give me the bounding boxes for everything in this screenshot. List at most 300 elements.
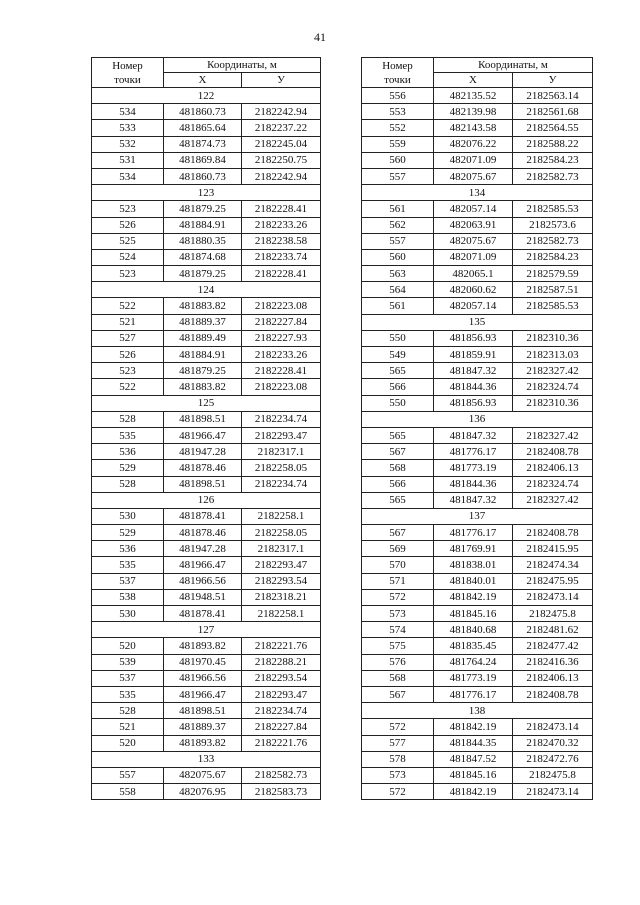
point-number-cell: 575 <box>362 638 434 654</box>
x-coordinate-cell: 481773.19 <box>434 460 513 476</box>
x-coordinate-cell: 481880.35 <box>164 233 242 249</box>
y-coordinate-cell: 2182473.14 <box>513 589 593 605</box>
x-coordinate-cell: 481874.68 <box>164 249 242 265</box>
point-number-cell: 525 <box>92 233 164 249</box>
table-row <box>92 411 321 427</box>
x-coordinate-cell: 481844.36 <box>434 379 513 395</box>
table-row <box>362 525 593 541</box>
point-number-cell: 528 <box>92 411 164 427</box>
table-row <box>362 152 593 168</box>
x-coordinate-cell: 481856.93 <box>434 395 513 411</box>
y-coordinate-cell: 2182481.62 <box>513 622 593 638</box>
y-coordinate-cell: 2182258.1 <box>242 508 321 524</box>
y-coordinate-cell: 2182327.42 <box>513 492 593 508</box>
table-row <box>92 686 321 702</box>
header-y: У <box>242 73 321 88</box>
point-number-cell: 527 <box>92 330 164 346</box>
y-coordinate-cell: 2182406.13 <box>513 460 593 476</box>
point-number-cell: 536 <box>92 541 164 557</box>
y-coordinate-cell: 2182327.42 <box>513 363 593 379</box>
point-number-cell: 568 <box>362 460 434 476</box>
y-coordinate-cell: 2182221.76 <box>242 638 321 654</box>
y-coordinate-cell: 2182561.68 <box>513 104 593 120</box>
point-number-cell: 572 <box>362 784 434 800</box>
x-coordinate-cell: 481898.51 <box>164 703 242 719</box>
x-coordinate-cell: 481878.46 <box>164 525 242 541</box>
point-number-cell: 539 <box>92 654 164 670</box>
x-coordinate-cell: 481764.24 <box>434 654 513 670</box>
table-row <box>362 249 593 265</box>
x-coordinate-cell: 481859.91 <box>434 347 513 363</box>
table-row <box>92 767 321 783</box>
point-number-cell: 566 <box>362 476 434 492</box>
table-row <box>92 152 321 168</box>
point-number-cell: 530 <box>92 508 164 524</box>
x-coordinate-cell: 481842.19 <box>434 719 513 735</box>
y-coordinate-cell: 2182582.73 <box>242 767 321 783</box>
table-row <box>92 298 321 314</box>
table-row <box>362 751 593 767</box>
x-coordinate-cell: 482060.62 <box>434 282 513 298</box>
x-coordinate-cell: 482076.22 <box>434 136 513 152</box>
x-coordinate-cell: 481847.52 <box>434 751 513 767</box>
x-coordinate-cell: 481840.68 <box>434 622 513 638</box>
point-number-cell: 565 <box>362 492 434 508</box>
header-x: X <box>164 73 242 88</box>
x-coordinate-cell: 481879.25 <box>164 201 242 217</box>
table-row <box>92 427 321 443</box>
point-number-cell: 533 <box>92 120 164 136</box>
group-number: 126 <box>92 492 321 508</box>
group-number: 123 <box>92 185 321 201</box>
y-coordinate-cell: 2182473.14 <box>513 719 593 735</box>
point-number-cell: 534 <box>92 168 164 184</box>
table-row <box>92 589 321 605</box>
point-number-cell: 550 <box>362 395 434 411</box>
table-row <box>92 541 321 557</box>
y-coordinate-cell: 2182223.08 <box>242 298 321 314</box>
y-coordinate-cell: 2182585.53 <box>513 298 593 314</box>
table-row <box>92 460 321 476</box>
y-coordinate-cell: 2182318.21 <box>242 589 321 605</box>
point-number-cell: 576 <box>362 654 434 670</box>
group-number: 136 <box>362 411 593 427</box>
point-number-cell: 532 <box>92 136 164 152</box>
x-coordinate-cell: 482057.14 <box>434 298 513 314</box>
y-coordinate-cell: 2182474.34 <box>513 557 593 573</box>
point-number-cell: 528 <box>92 703 164 719</box>
group-number: 134 <box>362 185 593 201</box>
y-coordinate-cell: 2182582.73 <box>513 168 593 184</box>
point-number-cell: 535 <box>92 686 164 702</box>
x-coordinate-cell: 481893.82 <box>164 638 242 654</box>
x-coordinate-cell: 481883.82 <box>164 379 242 395</box>
point-number-cell: 567 <box>362 444 434 460</box>
header-point-line2: точки <box>114 73 141 86</box>
group-row <box>92 88 321 104</box>
y-coordinate-cell: 2182227.84 <box>242 314 321 330</box>
group-number: 124 <box>92 282 321 298</box>
x-coordinate-cell: 481966.47 <box>164 427 242 443</box>
table-row <box>92 525 321 541</box>
x-coordinate-cell: 481889.37 <box>164 314 242 330</box>
table-row <box>362 557 593 573</box>
point-number-cell: 521 <box>92 314 164 330</box>
x-coordinate-cell: 481844.36 <box>434 476 513 492</box>
x-coordinate-cell: 481883.82 <box>164 298 242 314</box>
x-coordinate-cell: 481874.73 <box>164 136 242 152</box>
point-number-cell: 553 <box>362 104 434 120</box>
point-number-cell: 523 <box>92 201 164 217</box>
y-coordinate-cell: 2182228.41 <box>242 266 321 282</box>
x-coordinate-cell: 482075.67 <box>164 767 242 783</box>
group-number: 138 <box>362 703 593 719</box>
y-coordinate-cell: 2182317.1 <box>242 444 321 460</box>
table-row <box>362 233 593 249</box>
x-coordinate-cell: 481860.73 <box>164 168 242 184</box>
point-number-cell: 566 <box>362 379 434 395</box>
point-number-cell: 568 <box>362 670 434 686</box>
point-number-cell: 571 <box>362 573 434 589</box>
y-coordinate-cell: 2182238.58 <box>242 233 321 249</box>
x-coordinate-cell: 481878.41 <box>164 606 242 622</box>
x-coordinate-cell: 481842.19 <box>434 784 513 800</box>
x-coordinate-cell: 481878.41 <box>164 508 242 524</box>
table-body-right <box>362 88 593 800</box>
header-y: У <box>513 73 593 88</box>
y-coordinate-cell: 2182258.1 <box>242 606 321 622</box>
x-coordinate-cell: 482057.14 <box>434 201 513 217</box>
table-row <box>362 266 593 282</box>
point-number-cell: 557 <box>92 767 164 783</box>
table-row <box>362 168 593 184</box>
table-row <box>92 314 321 330</box>
x-coordinate-cell: 481893.82 <box>164 735 242 751</box>
table-row <box>362 541 593 557</box>
point-number-cell: 523 <box>92 266 164 282</box>
x-coordinate-cell: 481776.17 <box>434 444 513 460</box>
y-coordinate-cell: 2182233.26 <box>242 217 321 233</box>
x-coordinate-cell: 481878.46 <box>164 460 242 476</box>
point-number-cell: 523 <box>92 363 164 379</box>
group-number: 122 <box>92 88 321 104</box>
x-coordinate-cell: 482143.58 <box>434 120 513 136</box>
table-row <box>362 638 593 654</box>
y-coordinate-cell: 2182242.94 <box>242 104 321 120</box>
table-row <box>92 719 321 735</box>
y-coordinate-cell: 2182293.47 <box>242 557 321 573</box>
table-row <box>362 330 593 346</box>
group-number: 137 <box>362 508 593 524</box>
y-coordinate-cell: 2182563.14 <box>513 88 593 104</box>
y-coordinate-cell: 2182324.74 <box>513 476 593 492</box>
x-coordinate-cell: 481947.28 <box>164 541 242 557</box>
table-row <box>362 573 593 589</box>
y-coordinate-cell: 2182293.47 <box>242 427 321 443</box>
x-coordinate-cell: 481966.56 <box>164 573 242 589</box>
x-coordinate-cell: 481884.91 <box>164 217 242 233</box>
table-row <box>92 168 321 184</box>
point-number-cell: 522 <box>92 298 164 314</box>
x-coordinate-cell: 481865.64 <box>164 120 242 136</box>
table-row <box>362 654 593 670</box>
group-number: 125 <box>92 395 321 411</box>
y-coordinate-cell: 2182475.8 <box>513 606 593 622</box>
table-row <box>92 508 321 524</box>
point-number-cell: 549 <box>362 347 434 363</box>
x-coordinate-cell: 481879.25 <box>164 266 242 282</box>
x-coordinate-cell: 481889.37 <box>164 719 242 735</box>
point-number-cell: 522 <box>92 379 164 395</box>
x-coordinate-cell: 482063.91 <box>434 217 513 233</box>
table-row <box>362 686 593 702</box>
x-coordinate-cell: 481840.01 <box>434 573 513 589</box>
x-coordinate-cell: 481773.19 <box>434 670 513 686</box>
table-row <box>362 492 593 508</box>
x-coordinate-cell: 481860.73 <box>164 104 242 120</box>
point-number-cell: 558 <box>92 784 164 800</box>
point-number-cell: 565 <box>362 363 434 379</box>
point-number-cell: 557 <box>362 168 434 184</box>
point-number-cell: 521 <box>92 719 164 735</box>
page-number: 41 <box>314 30 326 44</box>
x-coordinate-cell: 481869.84 <box>164 152 242 168</box>
point-number-cell: 572 <box>362 719 434 735</box>
x-coordinate-cell: 481966.56 <box>164 670 242 686</box>
y-coordinate-cell: 2182234.74 <box>242 703 321 719</box>
y-coordinate-cell: 2182408.78 <box>513 525 593 541</box>
table-row <box>362 767 593 783</box>
point-number-cell: 556 <box>362 88 434 104</box>
x-coordinate-cell: 481842.19 <box>434 589 513 605</box>
table-row <box>92 104 321 120</box>
y-coordinate-cell: 2182408.78 <box>513 444 593 460</box>
x-coordinate-cell: 481845.16 <box>434 767 513 783</box>
point-number-cell: 535 <box>92 427 164 443</box>
table-row <box>362 589 593 605</box>
table-row <box>92 476 321 492</box>
point-number-cell: 572 <box>362 589 434 605</box>
group-row <box>362 185 593 201</box>
table-row <box>362 298 593 314</box>
table-row <box>92 217 321 233</box>
y-coordinate-cell: 2182416.36 <box>513 654 593 670</box>
y-coordinate-cell: 2182258.05 <box>242 525 321 541</box>
y-coordinate-cell: 2182585.53 <box>513 201 593 217</box>
point-number-cell: 562 <box>362 217 434 233</box>
point-number-cell: 528 <box>92 476 164 492</box>
y-coordinate-cell: 2182293.54 <box>242 573 321 589</box>
point-number-cell: 537 <box>92 670 164 686</box>
table-row <box>362 136 593 152</box>
table-row <box>362 395 593 411</box>
table-row <box>92 654 321 670</box>
point-number-cell: 534 <box>92 104 164 120</box>
y-coordinate-cell: 2182472.76 <box>513 751 593 767</box>
y-coordinate-cell: 2182313.03 <box>513 347 593 363</box>
x-coordinate-cell: 482135.52 <box>434 88 513 104</box>
x-coordinate-cell: 482065.1 <box>434 266 513 282</box>
x-coordinate-cell: 481838.01 <box>434 557 513 573</box>
group-row <box>92 492 321 508</box>
table-body-left <box>92 88 321 800</box>
point-number-cell: 559 <box>362 136 434 152</box>
point-number-cell: 567 <box>362 525 434 541</box>
x-coordinate-cell: 481884.91 <box>164 347 242 363</box>
y-coordinate-cell: 2182237.22 <box>242 120 321 136</box>
table-row <box>92 201 321 217</box>
y-coordinate-cell: 2182564.55 <box>513 120 593 136</box>
table-row <box>92 379 321 395</box>
x-coordinate-cell: 481948.51 <box>164 589 242 605</box>
table-row <box>92 573 321 589</box>
y-coordinate-cell: 2182221.76 <box>242 735 321 751</box>
y-coordinate-cell: 2182242.94 <box>242 168 321 184</box>
y-coordinate-cell: 2182293.54 <box>242 670 321 686</box>
x-coordinate-cell: 482075.67 <box>434 233 513 249</box>
point-number-cell: 529 <box>92 460 164 476</box>
point-number-cell: 567 <box>362 686 434 702</box>
header-point-number <box>362 58 434 88</box>
y-coordinate-cell: 2182228.41 <box>242 201 321 217</box>
x-coordinate-cell: 481847.32 <box>434 363 513 379</box>
table-row <box>362 476 593 492</box>
x-coordinate-cell: 481947.28 <box>164 444 242 460</box>
y-coordinate-cell: 2182233.74 <box>242 249 321 265</box>
point-number-cell: 569 <box>362 541 434 557</box>
y-coordinate-cell: 2182477.42 <box>513 638 593 654</box>
table-row <box>362 784 593 800</box>
group-row <box>92 751 321 767</box>
x-coordinate-cell: 482139.98 <box>434 104 513 120</box>
y-coordinate-cell: 2182584.23 <box>513 249 593 265</box>
point-number-cell: 520 <box>92 735 164 751</box>
coordinates-table-right <box>361 57 593 800</box>
x-coordinate-cell: 482075.67 <box>434 168 513 184</box>
table-row <box>92 120 321 136</box>
group-row <box>362 314 593 330</box>
point-number-cell: 552 <box>362 120 434 136</box>
y-coordinate-cell: 2182310.36 <box>513 395 593 411</box>
y-coordinate-cell: 2182245.04 <box>242 136 321 152</box>
point-number-cell: 570 <box>362 557 434 573</box>
group-row <box>92 395 321 411</box>
point-number-cell: 561 <box>362 201 434 217</box>
group-number: 135 <box>362 314 593 330</box>
point-number-cell: 574 <box>362 622 434 638</box>
y-coordinate-cell: 2182573.6 <box>513 217 593 233</box>
x-coordinate-cell: 481889.49 <box>164 330 242 346</box>
point-number-cell: 573 <box>362 767 434 783</box>
point-number-cell: 577 <box>362 735 434 751</box>
y-coordinate-cell: 2182475.95 <box>513 573 593 589</box>
table-row <box>362 120 593 136</box>
x-coordinate-cell: 481879.25 <box>164 363 242 379</box>
table-row <box>92 444 321 460</box>
y-coordinate-cell: 2182234.74 <box>242 476 321 492</box>
x-coordinate-cell: 482071.09 <box>434 249 513 265</box>
y-coordinate-cell: 2182473.14 <box>513 784 593 800</box>
header-point-line1: Номер <box>382 59 413 72</box>
point-number-cell: 524 <box>92 249 164 265</box>
table-row <box>362 670 593 686</box>
group-number: 133 <box>92 751 321 767</box>
point-number-cell: 561 <box>362 298 434 314</box>
table-row <box>362 379 593 395</box>
table-row <box>362 282 593 298</box>
y-coordinate-cell: 2182587.51 <box>513 282 593 298</box>
table-row <box>362 735 593 751</box>
table-row <box>92 703 321 719</box>
table-row <box>92 670 321 686</box>
table-row <box>362 201 593 217</box>
table-row <box>362 444 593 460</box>
table-row <box>92 330 321 346</box>
y-coordinate-cell: 2182227.84 <box>242 719 321 735</box>
group-row <box>92 185 321 201</box>
y-coordinate-cell: 2182579.59 <box>513 266 593 282</box>
x-coordinate-cell: 481970.45 <box>164 654 242 670</box>
y-coordinate-cell: 2182582.73 <box>513 233 593 249</box>
y-coordinate-cell: 2182310.36 <box>513 330 593 346</box>
header-point-line1: Номер <box>112 59 143 72</box>
x-coordinate-cell: 481966.47 <box>164 686 242 702</box>
x-coordinate-cell: 482076.95 <box>164 784 242 800</box>
x-coordinate-cell: 481847.32 <box>434 427 513 443</box>
table-row <box>362 217 593 233</box>
table-row <box>362 460 593 476</box>
point-number-cell: 520 <box>92 638 164 654</box>
y-coordinate-cell: 2182470.32 <box>513 735 593 751</box>
y-coordinate-cell: 2182406.13 <box>513 670 593 686</box>
point-number-cell: 526 <box>92 217 164 233</box>
header-coordinates: Координаты, м <box>164 58 321 73</box>
x-coordinate-cell: 481847.32 <box>434 492 513 508</box>
table-row <box>92 735 321 751</box>
table-row <box>92 233 321 249</box>
y-coordinate-cell: 2182223.08 <box>242 379 321 395</box>
table-row <box>362 622 593 638</box>
x-coordinate-cell: 481898.51 <box>164 476 242 492</box>
group-row <box>92 622 321 638</box>
table-row <box>92 638 321 654</box>
group-row <box>92 282 321 298</box>
group-row <box>362 703 593 719</box>
table-row <box>362 427 593 443</box>
table-row <box>92 347 321 363</box>
point-number-cell: 565 <box>362 427 434 443</box>
group-row <box>362 508 593 524</box>
x-coordinate-cell: 481769.91 <box>434 541 513 557</box>
y-coordinate-cell: 2182588.22 <box>513 136 593 152</box>
x-coordinate-cell: 481898.51 <box>164 411 242 427</box>
table-row <box>92 784 321 800</box>
y-coordinate-cell: 2182584.23 <box>513 152 593 168</box>
header-point-line2: точки <box>384 73 411 86</box>
point-number-cell: 538 <box>92 589 164 605</box>
x-coordinate-cell: 481844.35 <box>434 735 513 751</box>
table-row <box>362 347 593 363</box>
x-coordinate-cell: 481835.45 <box>434 638 513 654</box>
table-row <box>92 606 321 622</box>
point-number-cell: 578 <box>362 751 434 767</box>
table-row <box>92 136 321 152</box>
y-coordinate-cell: 2182228.41 <box>242 363 321 379</box>
point-number-cell: 563 <box>362 266 434 282</box>
point-number-cell: 535 <box>92 557 164 573</box>
x-coordinate-cell: 481856.93 <box>434 330 513 346</box>
header-x: X <box>434 73 513 88</box>
